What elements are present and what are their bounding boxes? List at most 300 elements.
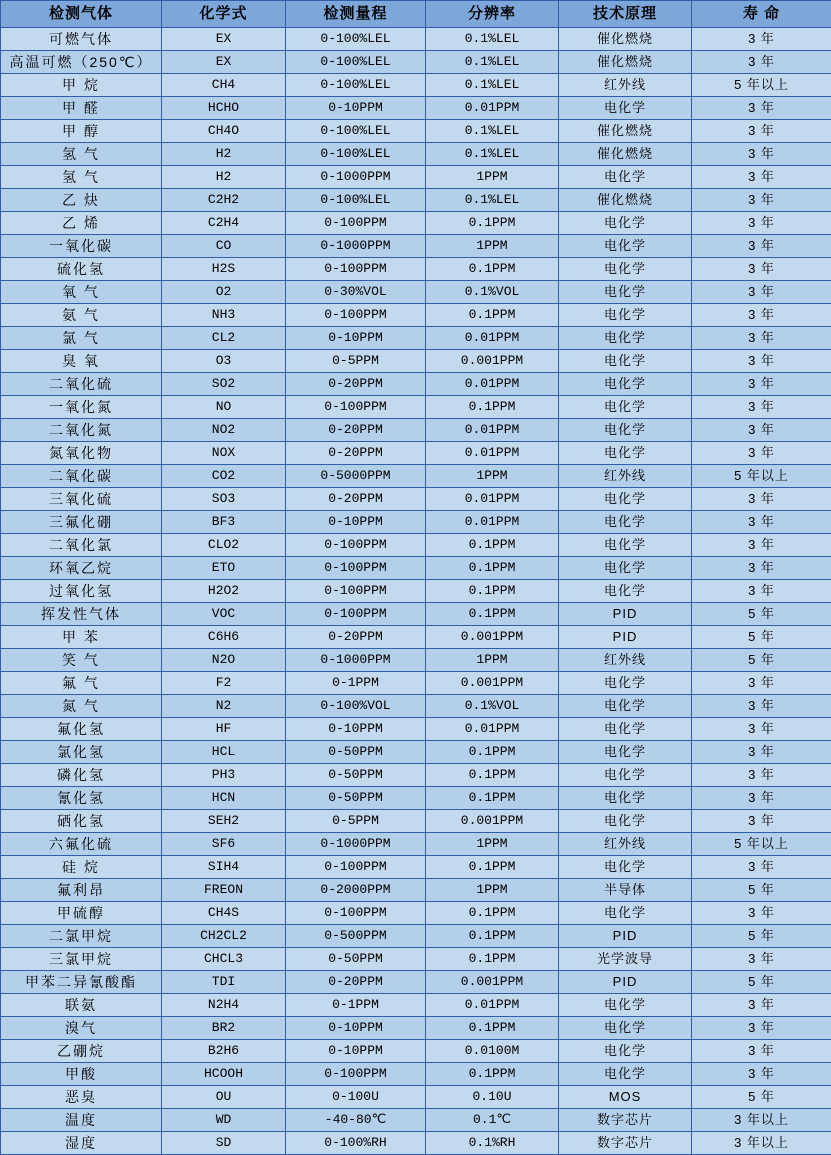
cell-range: 0-1PPM — [286, 994, 426, 1017]
cell-principle: 电化学 — [559, 166, 692, 189]
cell-gas-name: 甲苯二异氰酸酯 — [1, 971, 162, 994]
cell-gas-name: 臭 氧 — [1, 350, 162, 373]
cell-gas-name: 联氨 — [1, 994, 162, 1017]
cell-range: 0-20PPM — [286, 419, 426, 442]
cell-lifetime: 3 年 — [692, 97, 831, 120]
cell-resolution: 0.1PPM — [426, 902, 559, 925]
cell-gas-name: 三氧化硫 — [1, 488, 162, 511]
cell-resolution: 0.1PPM — [426, 787, 559, 810]
cell-gas-name: 甲 醛 — [1, 97, 162, 120]
cell-gas-name: 二氧化硫 — [1, 373, 162, 396]
cell-formula: B2H6 — [162, 1040, 286, 1063]
cell-lifetime: 5 年以上 — [692, 833, 831, 856]
cell-range: 0-100PPM — [286, 580, 426, 603]
table-row — [1, 212, 831, 235]
cell-formula: SF6 — [162, 833, 286, 856]
cell-principle: 电化学 — [559, 442, 692, 465]
cell-gas-name: 甲 烷 — [1, 74, 162, 97]
cell-principle: 电化学 — [559, 488, 692, 511]
cell-principle: 电化学 — [559, 327, 692, 350]
cell-principle: 电化学 — [559, 1040, 692, 1063]
cell-principle: 催化燃烧 — [559, 28, 692, 51]
cell-gas-name: 氯 气 — [1, 327, 162, 350]
cell-resolution: 0.01PPM — [426, 97, 559, 120]
cell-range: 0-100%LEL — [286, 74, 426, 97]
cell-resolution: 0.1PPM — [426, 304, 559, 327]
cell-gas-name: 六氟化硫 — [1, 833, 162, 856]
cell-principle: 电化学 — [559, 235, 692, 258]
cell-gas-name: 湿度 — [1, 1132, 162, 1155]
cell-gas-name: 硫化氢 — [1, 258, 162, 281]
cell-formula: PH3 — [162, 764, 286, 787]
cell-formula: OU — [162, 1086, 286, 1109]
cell-lifetime: 3 年 — [692, 442, 831, 465]
cell-range: 0-100%LEL — [286, 28, 426, 51]
column-header-lifetime: 寿 命 — [692, 1, 831, 28]
cell-gas-name: 氢 气 — [1, 166, 162, 189]
table-row — [1, 166, 831, 189]
cell-formula: VOC — [162, 603, 286, 626]
table-row — [1, 649, 831, 672]
cell-principle: PID — [559, 925, 692, 948]
cell-resolution: 0.01PPM — [426, 419, 559, 442]
cell-gas-name: 乙硼烷 — [1, 1040, 162, 1063]
cell-gas-name: 氢 气 — [1, 143, 162, 166]
cell-range: 0-100PPM — [286, 1063, 426, 1086]
cell-range: 0-50PPM — [286, 764, 426, 787]
cell-principle: 催化燃烧 — [559, 143, 692, 166]
cell-principle: 电化学 — [559, 994, 692, 1017]
cell-resolution: 0.1PPM — [426, 764, 559, 787]
cell-resolution: 0.0100M — [426, 1040, 559, 1063]
cell-principle: 电化学 — [559, 741, 692, 764]
table-row — [1, 879, 831, 902]
cell-formula: C2H2 — [162, 189, 286, 212]
cell-formula: HCL — [162, 741, 286, 764]
table-row — [1, 97, 831, 120]
cell-formula: CH4 — [162, 74, 286, 97]
cell-principle: 红外线 — [559, 649, 692, 672]
cell-range: 0-100U — [286, 1086, 426, 1109]
cell-range: 0-20PPM — [286, 442, 426, 465]
table-row — [1, 695, 831, 718]
cell-resolution: 1PPM — [426, 649, 559, 672]
table-row — [1, 534, 831, 557]
table-row — [1, 1063, 831, 1086]
cell-principle: 电化学 — [559, 396, 692, 419]
cell-formula: SD — [162, 1132, 286, 1155]
cell-range: 0-2000PPM — [286, 879, 426, 902]
cell-lifetime: 3 年 — [692, 557, 831, 580]
cell-resolution: 0.10U — [426, 1086, 559, 1109]
cell-lifetime: 3 年 — [692, 143, 831, 166]
cell-range: 0-1000PPM — [286, 166, 426, 189]
cell-resolution: 0.1℃ — [426, 1109, 559, 1132]
cell-principle: 催化燃烧 — [559, 120, 692, 143]
cell-gas-name: 氰化氢 — [1, 787, 162, 810]
cell-lifetime: 3 年 — [692, 235, 831, 258]
cell-principle: 电化学 — [559, 672, 692, 695]
table-row — [1, 1109, 831, 1132]
cell-formula: NOX — [162, 442, 286, 465]
cell-principle: 半导体 — [559, 879, 692, 902]
cell-formula: CH2CL2 — [162, 925, 286, 948]
cell-formula: EX — [162, 28, 286, 51]
cell-resolution: 0.1PPM — [426, 258, 559, 281]
table-row — [1, 189, 831, 212]
cell-range: 0-10PPM — [286, 718, 426, 741]
cell-formula: HCHO — [162, 97, 286, 120]
table-row — [1, 235, 831, 258]
cell-lifetime: 5 年 — [692, 1086, 831, 1109]
cell-resolution: 0.01PPM — [426, 511, 559, 534]
cell-formula: C6H6 — [162, 626, 286, 649]
cell-resolution: 0.1%RH — [426, 1132, 559, 1155]
cell-resolution: 0.1%VOL — [426, 695, 559, 718]
cell-formula: HCOOH — [162, 1063, 286, 1086]
cell-gas-name: 可燃气体 — [1, 28, 162, 51]
table-row — [1, 902, 831, 925]
cell-formula: NH3 — [162, 304, 286, 327]
cell-principle: 电化学 — [559, 212, 692, 235]
table-row — [1, 810, 831, 833]
cell-principle: 数字芯片 — [559, 1132, 692, 1155]
cell-lifetime: 3 年 — [692, 28, 831, 51]
cell-formula: EX — [162, 51, 286, 74]
cell-range: 0-100PPM — [286, 212, 426, 235]
cell-formula: CH4S — [162, 902, 286, 925]
cell-resolution: 0.1PPM — [426, 534, 559, 557]
cell-lifetime: 3 年以上 — [692, 1109, 831, 1132]
cell-formula: SO2 — [162, 373, 286, 396]
cell-principle: 电化学 — [559, 373, 692, 396]
cell-range: 0-10PPM — [286, 1040, 426, 1063]
cell-principle: MOS — [559, 1086, 692, 1109]
cell-principle: 电化学 — [559, 1063, 692, 1086]
cell-lifetime: 3 年 — [692, 304, 831, 327]
cell-resolution: 0.1%LEL — [426, 189, 559, 212]
table-row — [1, 51, 831, 74]
cell-principle: 电化学 — [559, 350, 692, 373]
table-row — [1, 626, 831, 649]
cell-range: 0-5000PPM — [286, 465, 426, 488]
cell-resolution: 0.001PPM — [426, 810, 559, 833]
cell-formula: H2 — [162, 166, 286, 189]
cell-range: 0-100PPM — [286, 534, 426, 557]
cell-range: 0-100PPM — [286, 396, 426, 419]
cell-lifetime: 3 年 — [692, 695, 831, 718]
cell-lifetime: 3 年 — [692, 787, 831, 810]
cell-principle: 电化学 — [559, 419, 692, 442]
cell-lifetime: 3 年 — [692, 166, 831, 189]
cell-gas-name: 甲 醇 — [1, 120, 162, 143]
cell-formula: CH4O — [162, 120, 286, 143]
cell-range: 0-20PPM — [286, 626, 426, 649]
column-header-range: 检测量程 — [286, 1, 426, 28]
cell-resolution: 0.1PPM — [426, 1063, 559, 1086]
cell-range: 0-100%LEL — [286, 189, 426, 212]
table-header — [1, 1, 831, 28]
cell-gas-name: 二氧化碳 — [1, 465, 162, 488]
cell-lifetime: 3 年 — [692, 718, 831, 741]
cell-range: 0-5PPM — [286, 350, 426, 373]
cell-principle: 电化学 — [559, 304, 692, 327]
table-row — [1, 74, 831, 97]
cell-gas-name: 乙 炔 — [1, 189, 162, 212]
cell-range: 0-50PPM — [286, 787, 426, 810]
cell-range: 0-50PPM — [286, 741, 426, 764]
cell-range: 0-100PPM — [286, 557, 426, 580]
cell-lifetime: 5 年 — [692, 879, 831, 902]
cell-gas-name: 笑 气 — [1, 649, 162, 672]
table-row — [1, 120, 831, 143]
cell-lifetime: 3 年 — [692, 856, 831, 879]
cell-range: 0-100PPM — [286, 603, 426, 626]
cell-gas-name: 三氯甲烷 — [1, 948, 162, 971]
cell-range: 0-1PPM — [286, 672, 426, 695]
cell-gas-name: 恶臭 — [1, 1086, 162, 1109]
table-row — [1, 304, 831, 327]
cell-lifetime: 3 年 — [692, 764, 831, 787]
cell-formula: F2 — [162, 672, 286, 695]
table-row — [1, 603, 831, 626]
cell-lifetime: 5 年 — [692, 626, 831, 649]
cell-principle: PID — [559, 971, 692, 994]
cell-range: 0-5PPM — [286, 810, 426, 833]
table-row — [1, 396, 831, 419]
cell-gas-name: 硅 烷 — [1, 856, 162, 879]
cell-principle: 电化学 — [559, 902, 692, 925]
cell-resolution: 1PPM — [426, 833, 559, 856]
cell-gas-name: 硒化氢 — [1, 810, 162, 833]
cell-resolution: 0.001PPM — [426, 672, 559, 695]
cell-lifetime: 3 年 — [692, 948, 831, 971]
cell-lifetime: 3 年 — [692, 488, 831, 511]
cell-formula: CHCL3 — [162, 948, 286, 971]
cell-principle: 电化学 — [559, 810, 692, 833]
cell-gas-name: 二氯甲烷 — [1, 925, 162, 948]
cell-range: 0-1000PPM — [286, 649, 426, 672]
cell-range: 0-20PPM — [286, 971, 426, 994]
cell-resolution: 0.1PPM — [426, 856, 559, 879]
cell-lifetime: 3 年 — [692, 1040, 831, 1063]
cell-formula: CL2 — [162, 327, 286, 350]
cell-formula: H2O2 — [162, 580, 286, 603]
cell-principle: 电化学 — [559, 97, 692, 120]
cell-resolution: 0.1PPM — [426, 212, 559, 235]
cell-lifetime: 5 年 — [692, 925, 831, 948]
table-row — [1, 764, 831, 787]
cell-gas-name: 三氟化硼 — [1, 511, 162, 534]
cell-formula: BR2 — [162, 1017, 286, 1040]
cell-range: 0-20PPM — [286, 488, 426, 511]
cell-resolution: 0.01PPM — [426, 718, 559, 741]
cell-gas-name: 氮 气 — [1, 695, 162, 718]
cell-resolution: 0.1%LEL — [426, 28, 559, 51]
table-row — [1, 787, 831, 810]
cell-lifetime: 5 年 — [692, 603, 831, 626]
cell-gas-name: 二氧化氮 — [1, 419, 162, 442]
cell-principle: 光学波导 — [559, 948, 692, 971]
cell-principle: PID — [559, 603, 692, 626]
cell-gas-name: 氯化氢 — [1, 741, 162, 764]
column-header-gas: 检测气体 — [1, 1, 162, 28]
table-row — [1, 833, 831, 856]
cell-gas-name: 氟化氢 — [1, 718, 162, 741]
cell-resolution: 1PPM — [426, 465, 559, 488]
cell-resolution: 0.1PPM — [426, 603, 559, 626]
cell-lifetime: 3 年 — [692, 580, 831, 603]
cell-principle: 电化学 — [559, 856, 692, 879]
cell-gas-name: 氧 气 — [1, 281, 162, 304]
cell-principle: 催化燃烧 — [559, 189, 692, 212]
cell-principle: 电化学 — [559, 580, 692, 603]
cell-lifetime: 3 年 — [692, 373, 831, 396]
table-row — [1, 1017, 831, 1040]
cell-range: 0-100%VOL — [286, 695, 426, 718]
cell-lifetime: 3 年以上 — [692, 1132, 831, 1155]
cell-formula: N2H4 — [162, 994, 286, 1017]
cell-range: -40-80℃ — [286, 1109, 426, 1132]
cell-gas-name: 氟 气 — [1, 672, 162, 695]
cell-range: 0-10PPM — [286, 327, 426, 350]
cell-formula: NO2 — [162, 419, 286, 442]
table-row — [1, 1086, 831, 1109]
cell-resolution: 0.1%VOL — [426, 281, 559, 304]
cell-gas-name: 溴气 — [1, 1017, 162, 1040]
table-row — [1, 994, 831, 1017]
cell-gas-name: 甲酸 — [1, 1063, 162, 1086]
cell-lifetime: 3 年 — [692, 534, 831, 557]
cell-range: 0-20PPM — [286, 373, 426, 396]
cell-lifetime: 3 年 — [692, 1017, 831, 1040]
cell-gas-name: 挥发性气体 — [1, 603, 162, 626]
cell-gas-name: 温度 — [1, 1109, 162, 1132]
cell-range: 0-100%LEL — [286, 143, 426, 166]
cell-resolution: 0.1PPM — [426, 741, 559, 764]
cell-resolution: 0.01PPM — [426, 373, 559, 396]
cell-formula: TDI — [162, 971, 286, 994]
cell-resolution: 0.01PPM — [426, 327, 559, 350]
cell-lifetime: 3 年 — [692, 120, 831, 143]
cell-principle: 电化学 — [559, 511, 692, 534]
cell-resolution: 0.001PPM — [426, 971, 559, 994]
table-row — [1, 419, 831, 442]
table-row — [1, 143, 831, 166]
cell-principle: 数字芯片 — [559, 1109, 692, 1132]
cell-gas-name: 氟利昂 — [1, 879, 162, 902]
cell-resolution: 0.01PPM — [426, 488, 559, 511]
cell-range: 0-500PPM — [286, 925, 426, 948]
cell-gas-name: 甲 苯 — [1, 626, 162, 649]
cell-range: 0-100PPM — [286, 902, 426, 925]
cell-principle: 红外线 — [559, 465, 692, 488]
cell-gas-name: 甲硫醇 — [1, 902, 162, 925]
cell-resolution: 1PPM — [426, 235, 559, 258]
cell-lifetime: 3 年 — [692, 672, 831, 695]
cell-lifetime: 3 年 — [692, 212, 831, 235]
table-row — [1, 557, 831, 580]
table-row — [1, 1132, 831, 1155]
cell-lifetime: 3 年 — [692, 419, 831, 442]
cell-formula: HF — [162, 718, 286, 741]
cell-range: 0-1000PPM — [286, 235, 426, 258]
cell-lifetime: 3 年 — [692, 189, 831, 212]
table-row — [1, 465, 831, 488]
cell-principle: 红外线 — [559, 74, 692, 97]
cell-gas-name: 二氧化氯 — [1, 534, 162, 557]
cell-formula: CO — [162, 235, 286, 258]
table-row — [1, 672, 831, 695]
cell-gas-name: 氮氧化物 — [1, 442, 162, 465]
cell-resolution: 0.1%LEL — [426, 74, 559, 97]
table-row — [1, 350, 831, 373]
cell-gas-name: 乙 烯 — [1, 212, 162, 235]
cell-resolution: 0.1PPM — [426, 557, 559, 580]
cell-formula: N2O — [162, 649, 286, 672]
cell-range: 0-10PPM — [286, 511, 426, 534]
cell-lifetime: 3 年 — [692, 51, 831, 74]
cell-resolution: 0.1PPM — [426, 1017, 559, 1040]
cell-resolution: 0.01PPM — [426, 442, 559, 465]
cell-lifetime: 5 年 — [692, 971, 831, 994]
table-row — [1, 580, 831, 603]
cell-gas-name: 过氧化氢 — [1, 580, 162, 603]
column-header-resolution: 分辨率 — [426, 1, 559, 28]
cell-resolution: 0.1PPM — [426, 948, 559, 971]
cell-range: 0-100PPM — [286, 856, 426, 879]
cell-resolution: 0.1%LEL — [426, 51, 559, 74]
cell-resolution: 0.001PPM — [426, 626, 559, 649]
table-row — [1, 741, 831, 764]
cell-lifetime: 5 年以上 — [692, 74, 831, 97]
cell-principle: 电化学 — [559, 258, 692, 281]
cell-range: 0-100%RH — [286, 1132, 426, 1155]
cell-range: 0-10PPM — [286, 97, 426, 120]
cell-formula: O2 — [162, 281, 286, 304]
cell-range: 0-100%LEL — [286, 51, 426, 74]
cell-principle: 电化学 — [559, 718, 692, 741]
cell-lifetime: 3 年 — [692, 741, 831, 764]
table-row — [1, 281, 831, 304]
cell-lifetime: 3 年 — [692, 350, 831, 373]
cell-resolution: 0.01PPM — [426, 994, 559, 1017]
cell-resolution: 0.1PPM — [426, 925, 559, 948]
table-row — [1, 925, 831, 948]
cell-lifetime: 5 年 — [692, 649, 831, 672]
cell-formula: FREON — [162, 879, 286, 902]
table-row — [1, 258, 831, 281]
cell-range: 0-100PPM — [286, 304, 426, 327]
cell-formula: CLO2 — [162, 534, 286, 557]
cell-lifetime: 5 年以上 — [692, 465, 831, 488]
cell-formula: SO3 — [162, 488, 286, 511]
cell-lifetime: 3 年 — [692, 1063, 831, 1086]
cell-principle: 红外线 — [559, 833, 692, 856]
cell-formula: H2 — [162, 143, 286, 166]
cell-principle: 催化燃烧 — [559, 51, 692, 74]
cell-principle: PID — [559, 626, 692, 649]
cell-resolution: 1PPM — [426, 879, 559, 902]
cell-resolution: 0.1PPM — [426, 396, 559, 419]
table-row — [1, 1040, 831, 1063]
table-row — [1, 373, 831, 396]
cell-gas-name: 磷化氢 — [1, 764, 162, 787]
cell-principle: 电化学 — [559, 1017, 692, 1040]
cell-principle: 电化学 — [559, 695, 692, 718]
cell-range: 0-100PPM — [286, 258, 426, 281]
table-row — [1, 511, 831, 534]
